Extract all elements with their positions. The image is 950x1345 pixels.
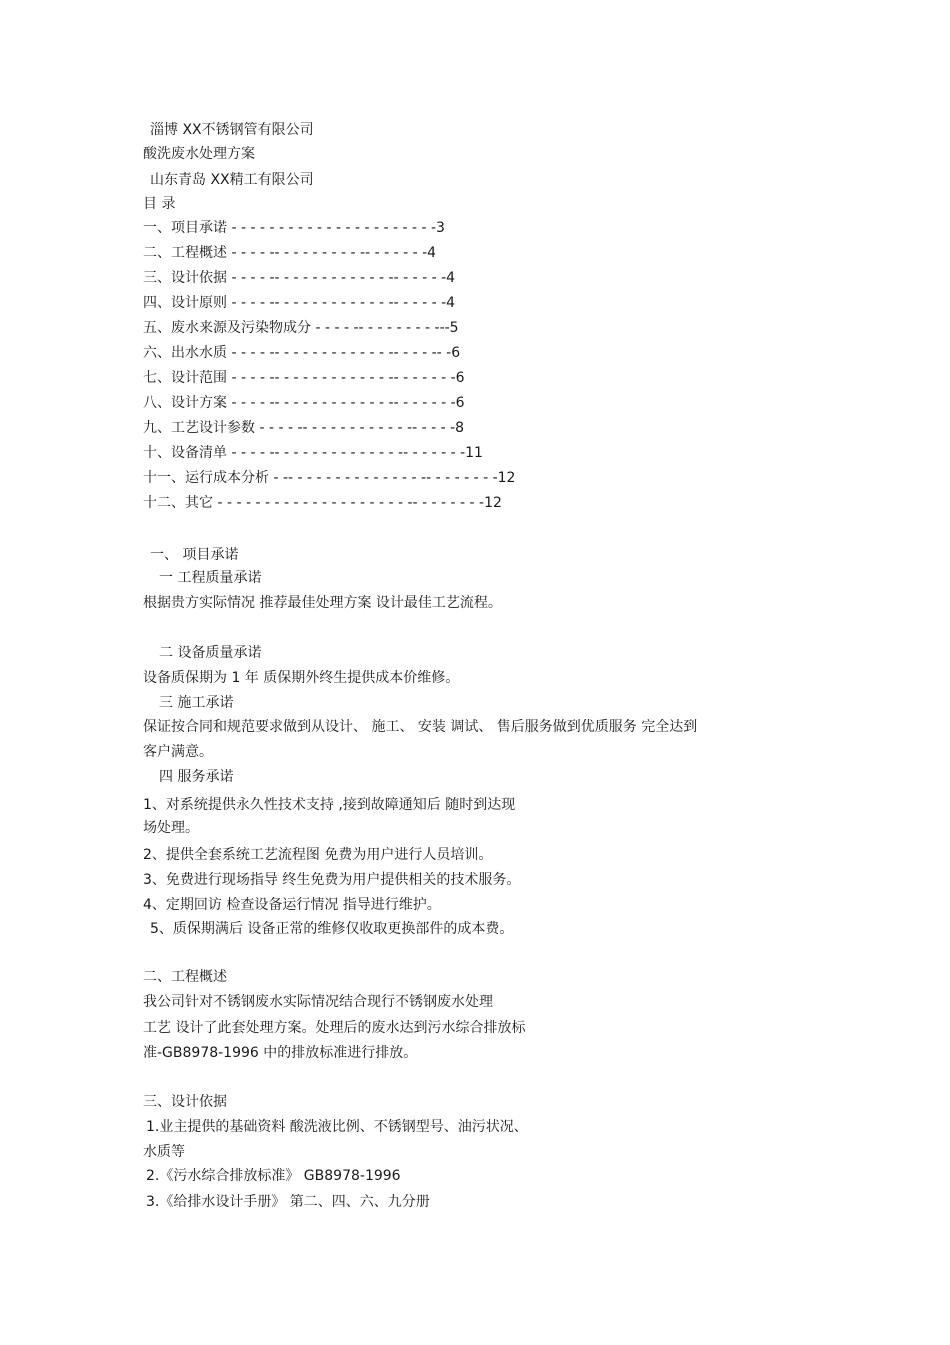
- toc-entry[interactable]: 四、设计原则 - - - - -- - - - - - - - - - - - -- - - - - -4: [143, 295, 456, 311]
- list-item: 1.业主提供的基础资料 酸洗液比例、不锈钢型号、油污状况、: [146, 1119, 528, 1135]
- section-heading: 一、 项目承诺: [150, 547, 239, 563]
- list-item: 3.《给排水设计手册》 第二、四、六、九分册: [146, 1194, 430, 1210]
- paragraph: 设备质保期为 1 年 质保期外终生提供成本价维修。: [143, 670, 460, 686]
- list-item: 1、对系统提供永久性技术支持 ,接到故障通知后 随时到达现: [143, 797, 516, 813]
- toc-entry[interactable]: 三、设计依据 - - - - -- - - - - - - - - - - - -- - - - - -4: [143, 270, 456, 286]
- toc-entry[interactable]: 六、出水水质 - - - - -- - - - - - - - - - - - -- - - - -- -6: [143, 345, 461, 361]
- section-heading: 三、设计依据: [143, 1094, 227, 1110]
- client-name: 淄博 XX不锈钢管有限公司: [150, 122, 314, 138]
- toc-entry[interactable]: 十一、运行成本分析 - -- - - - - - - - - - - - - - -- - - - - - - -12: [143, 470, 516, 486]
- list-item: 3、免费进行现场指导 终生免费为用户提供相关的技术服务。: [143, 872, 521, 888]
- list-item: 水质等: [143, 1144, 185, 1160]
- subsection-title: 三 施工承诺: [159, 695, 234, 711]
- section-heading: 二、工程概述: [143, 969, 227, 985]
- document-title: 酸洗废水处理方案: [143, 146, 255, 162]
- subsection-title: 一 工程质量承诺: [159, 570, 262, 586]
- toc-entry[interactable]: 十、设备清单 - - - - -- - - - - - - - - - - - - -- - - - - - -11: [143, 445, 483, 461]
- paragraph: 根据贵方实际情况 推荐最佳处理方案 设计最佳工艺流程。: [143, 595, 502, 611]
- paragraph: 我公司针对不锈钢废水实际情况结合现行不锈钢废水处理: [143, 994, 493, 1010]
- toc-entry[interactable]: 九、工艺设计参数 - - - - -- - - - - - - - - - - -- - - - -8: [143, 420, 465, 436]
- subsection-title: 二 设备质量承诺: [159, 645, 262, 661]
- toc-entry[interactable]: 五、废水来源及污染物成分 - - - - -- - - - - - - - ---5: [143, 320, 459, 336]
- toc-heading: 目 录: [143, 196, 176, 212]
- toc-entry[interactable]: 八、设计方案 - - - - -- - - - - - - - - - - - -- - - - - - -6: [143, 395, 465, 411]
- toc-entry[interactable]: 一、项目承诺 - - - - - - - - - - - - - - - - - - - - - -3: [143, 220, 445, 236]
- paragraph: 准-GB8978-1996 中的排放标准进行排放。: [143, 1045, 418, 1061]
- toc-entry[interactable]: 二、工程概述 - - - - -- - - - - - - - - -- - - - - - -4: [143, 245, 437, 261]
- toc-entry[interactable]: 十二、其它 - - - - - - - - - - - - - - - - - - - - -- - - - - - - -12: [143, 495, 502, 511]
- list-item: 5、质保期满后 设备正常的维修仅收取更换部件的成本费。: [150, 921, 514, 937]
- toc-entry[interactable]: 七、设计范围 - - - - -- - - - - - - - - - - - -- - - - - - -6: [143, 370, 465, 386]
- paragraph: 客户满意。: [143, 744, 213, 760]
- list-item: 场处理。: [143, 820, 199, 836]
- list-item: 4、定期回访 检查设备运行情况 指导进行维护。: [143, 897, 441, 913]
- subsection-title: 四 服务承诺: [159, 769, 234, 785]
- paragraph: 工艺 设计了此套处理方案。处理后的废水达到污水综合排放标: [143, 1020, 526, 1036]
- list-item: 2.《污水综合排放标准》 GB8978-1996: [146, 1168, 401, 1184]
- paragraph: 保证按合同和规范要求做到从设计、 施工、 安装 调试、 售后服务做到优质服务 完全达到: [143, 719, 698, 735]
- list-item: 2、提供全套系统工艺流程图 免费为用户进行人员培训。: [143, 847, 493, 863]
- author-company: 山东青岛 XX精工有限公司: [150, 172, 314, 188]
